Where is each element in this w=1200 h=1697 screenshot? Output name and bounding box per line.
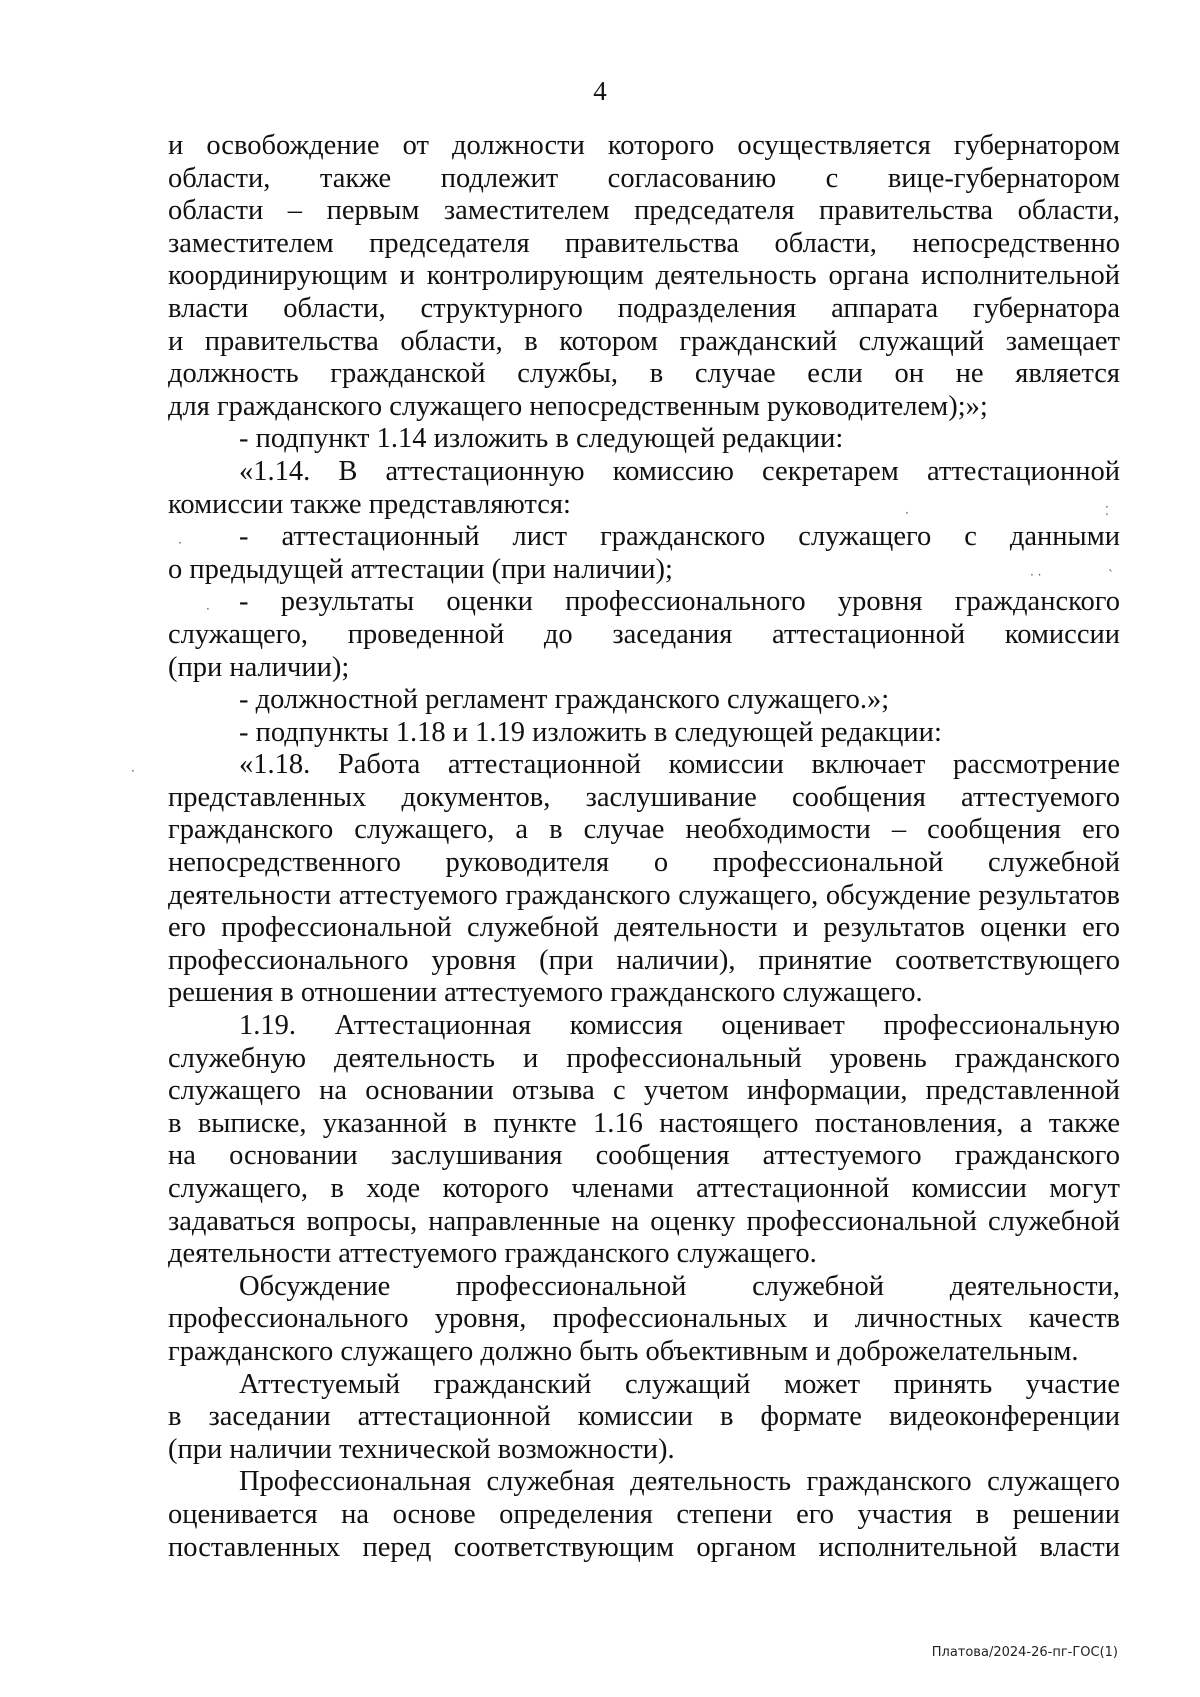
- text-line: - подпункты 1.18 и 1.19 изложить в следующей редакции:: [239, 716, 942, 748]
- scan-speck: ·: [178, 536, 182, 550]
- scan-speck: ·: [206, 602, 210, 616]
- text-line: должность гражданской службы, в случае если он не является: [168, 358, 1120, 390]
- text-line: - аттестационный лист гражданского служащего с данными: [239, 521, 1120, 553]
- text-line: служащего, в ходе которого членами аттестационной комиссии могут: [168, 1173, 1120, 1204]
- text-line: поставленных перед соответствующим органом исполнительной власти: [168, 1531, 1120, 1563]
- text-line: служебную деятельность и профессиональный уровень гражданского: [168, 1042, 1120, 1074]
- text-line: - подпункт 1.14 изложить в следующей редакции:: [239, 423, 844, 455]
- text-line: на основании заслушивания сообщения аттестуемого гражданского: [168, 1140, 1120, 1172]
- text-line: оценивается на основе определения степени его участия в решении: [168, 1498, 1120, 1530]
- text-line: деятельности аттестуемого гражданского служащего, обсуждение результатов: [168, 879, 1120, 911]
- text-line: о предыдущей аттестации (при наличии);: [168, 553, 673, 585]
- text-line: служащего, проведенной до заседания аттестационной комиссии: [168, 618, 1120, 650]
- text-line: служащего на основании отзыва с учетом информации, представленной: [168, 1075, 1120, 1107]
- text-line: заместителем председателя правительства области, непосредственно: [168, 227, 1120, 259]
- text-line: непосредственного руководителя о профессиональной служебной: [168, 847, 1120, 879]
- text-line: Профессиональная служебная деятельность гражданского служащего: [239, 1466, 1120, 1498]
- text-line: и правительства области, в котором гражданский служащий замещает: [168, 325, 1120, 357]
- scan-speck: `: [1108, 568, 1114, 582]
- scan-speck: ·: [131, 764, 135, 778]
- text-line: (при наличии технической возможности).: [168, 1433, 675, 1465]
- text-line: представленных документов, заслушивание сообщения аттестуемого: [168, 781, 1120, 813]
- text-line: «1.14. В аттестационную комиссию секретарем аттестационной: [239, 455, 1120, 487]
- text-line: в выписке, указанной в пункте 1.16 настоящего постановления, а также: [168, 1107, 1120, 1139]
- text-line: для гражданского служащего непосредственным руководителем);»;: [168, 390, 988, 422]
- text-line: комиссии также представляются:: [168, 488, 571, 520]
- text-line: его профессиональной служебной деятельности и результатов оценки его: [168, 912, 1120, 944]
- text-line: задаваться вопросы, направленные на оценку профессиональной служебной: [168, 1205, 1120, 1237]
- text-line: (при наличии);: [168, 651, 350, 683]
- text-line: - результаты оценки профессионального уровня гражданского: [239, 586, 1120, 618]
- text-line: «1.18. Работа аттестационной комиссии включает рассмотрение: [239, 749, 1120, 781]
- text-line: 1.19. Аттестационная комиссия оценивает профессиональную: [239, 1010, 1120, 1042]
- text-line: Обсуждение профессиональной служебной деятельности,: [239, 1270, 1120, 1302]
- scan-speck: · ·: [1030, 568, 1042, 582]
- text-line: Аттестуемый гражданский служащий может принять участие: [239, 1368, 1120, 1400]
- text-line: деятельности аттестуемого гражданского служащего.: [168, 1238, 817, 1270]
- text-line: координирующим и контролирующим деятельность органа исполнительной: [168, 260, 1120, 292]
- text-line: гражданского служащего, а в случае необходимости – сообщения его: [168, 814, 1120, 846]
- text-line: власти области, структурного подразделения аппарата губернатора: [168, 292, 1120, 324]
- document-body: [168, 130, 1120, 1564]
- text-line: гражданского служащего должно быть объективным и доброжелательным.: [168, 1335, 1079, 1367]
- page-number: 4: [593, 76, 607, 106]
- text-line: области – первым заместителем председателя правительства области,: [168, 195, 1120, 227]
- text-line: - должностной регламент гражданского служащего.»;: [239, 684, 890, 716]
- text-line: области, также подлежит согласованию с вице-губернатором: [168, 162, 1120, 194]
- text-line: профессионального уровня, профессиональных и личностных качеств: [168, 1303, 1120, 1335]
- text-line: и освобождение от должности которого осуществляется губернатором: [168, 130, 1120, 161]
- scan-speck: ⁚: [1105, 504, 1109, 518]
- text-line: в заседании аттестационной комиссии в формате видеоконференции: [168, 1401, 1120, 1433]
- text-line: профессионального уровня (при наличии), принятие соответствующего: [168, 944, 1120, 976]
- document-footer-code: Платова/2024-26-пг-ГОС(1): [931, 1645, 1118, 1660]
- text-line: решения в отношении аттестуемого гражданского служащего.: [168, 977, 923, 1009]
- scan-speck: ·: [905, 506, 909, 520]
